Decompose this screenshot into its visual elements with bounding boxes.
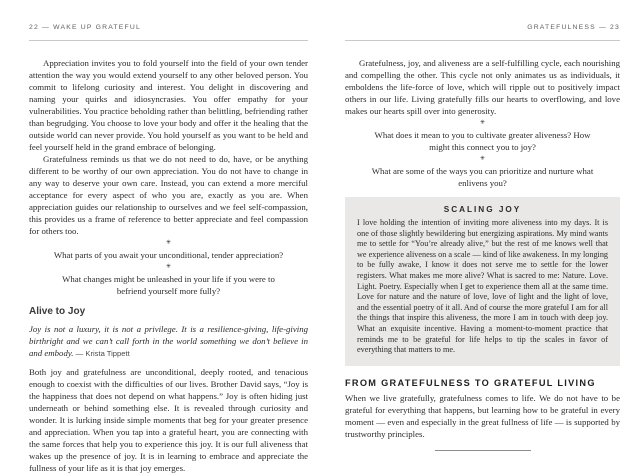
section-end-rule (435, 450, 531, 451)
asterisk-divider-icon: ✳ (479, 156, 486, 162)
paragraph-gratefulness-reminds: Gratefulness reminds us that we do not need to do, have, or be anything different to be worthy of our own appreciation. You do not have to change in any way to deserve your own care. Instead, you can extend a more merciful acceptance for every aspect of who you are, exactly as you are. When appreciation guides our relationship to ourselves and we feel self-compassion, this provides us a frame of reference to better appreciate and feel compassion for others too. (29, 154, 308, 236)
asterisk-divider-icon: ✳ (165, 264, 172, 270)
asterisk-divider-icon: ✳ (165, 240, 172, 246)
epigraph (29, 323, 308, 360)
section-heading-grateful-living: FROM GRATEFULNESS TO GRATEFUL LIVING (345, 377, 596, 388)
reflection-question-2: What changes might be unleashed in your life if you were to befriend yourself more fully? (62, 274, 275, 296)
page-left (29, 24, 308, 474)
paragraph-both-joy: Both joy and gratefulness are unconditional, deeply rooted, and tenacious enough to coexist with the difficulties of our lives. Brother David says, “Joy is the happiness that does not depend on what happens.” Joy is often hiding just underneath or behind something else. It is revealed through curiosity and wonder. It is lurking inside simple moments that beg for your greater presence and appreciation. When you tap into a grateful heart, you are connecting with the same forces that help you to experience this joy. It is our full aliveness that wakes up the presence of joy. It is in learning to embrace and appreciate the fullness of your life as it is that joy emerges. (29, 367, 308, 473)
running-header-right: GRATEFULNESS — 23 (345, 24, 620, 41)
paragraph-self-fulfilling-cycle: Gratefulness, joy, and aliveness are a self-fulfilling cycle, each nourishing and compelling the other. This cycle not only animates us as individuals, it emboldens the life-force of love, which will ripple out to positively impact others in our life. Living gratefully fills our hearts to overflowing, and love makes our hearts spill over into generosity. (345, 58, 620, 116)
reflection-question-3: What does it mean to you to cultivate greater aliveness? How might this connect you to joy? (374, 130, 591, 152)
epigraph-attribution: — Krista Tippett (75, 349, 130, 358)
page-right (345, 24, 620, 474)
running-header-left: 22 — WAKE UP GRATEFUL (29, 24, 308, 41)
section-heading-alive-to-joy: Alive to Joy (29, 306, 86, 317)
epigraph-quote-text: Joy is not a luxury, it is not a privilege. It is a resilience-giving, life-giving birthright and we can’t call forth in the world something we don’t believe in and embody. (29, 324, 308, 358)
asterisk-divider-icon: ✳ (479, 120, 486, 126)
reflection-question-4: What are some of the ways you can prioritize and nurture what enlivens you? (371, 166, 594, 188)
callout-heading: SCALING JOY (443, 205, 522, 214)
paragraph-appreciation: Appreciation invites you to fold yourself into the field of your own tender attention the way you would extend yourself to any other beloved person. You commit to lifelong curiosity and interest. You delight in discovering and naming your quirks and idiosyncrasies. You offer empathy for your vulnerabilities. You practice beholding rather than belittling, befriending rather than begrudging. You choose to love your body and offer it the healing that the outside world can never provide. You hold yourself as you want to be held and feel yourself held in the grand embrace of belonging. (29, 58, 308, 152)
reflection-question-1: What parts of you await your unconditional, tender appreciation? (53, 250, 284, 260)
callout-text: I love holding the intention of inviting more aliveness into my days. It is one of those slightly bewildering but energizing aspirations. My mind wants me to settle for “You’re already alive,” but the rest of me knows well that we experience aliveness on a scale — kind of like awakeness. In my longing to be fully awake, I know it does not serve me to settle for the lower registers. What makes me more alive? What is sacred to me: Nature. Love. Light. Poetry. Especially when I get to experience them all at the same time. Love for nature and the nature of love, love of light and the light of love, and the essential poetry of it all. And of course the more grateful I am for all the things that inspire this aliveness, the more I am in touch with deep joy. What an exquisite incentive. Having a moment-to-moment practice that reminds me to be grateful for life helps to tip the scales in favor of everything that matters to me. (357, 218, 609, 355)
scaling-joy-callout (345, 197, 620, 366)
paragraph-live-gratefully: When we live gratefully, gratefulness comes to life. We do not have to be grateful for everything that happens, but learning how to be grateful in every moment — even and especially in the great fullness of life — is supported by trustworthy principles. (345, 392, 620, 439)
